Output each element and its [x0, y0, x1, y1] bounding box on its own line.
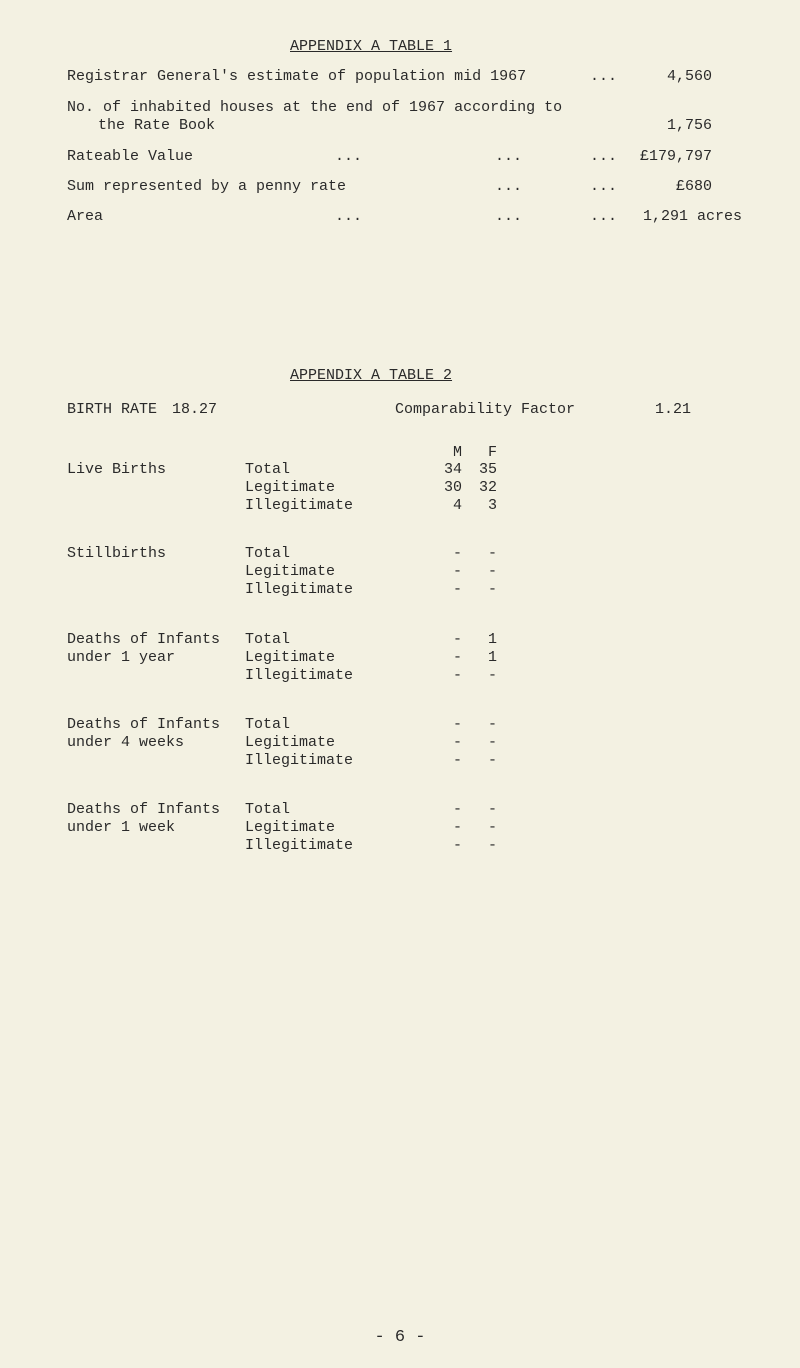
- row-type: Illegitimate: [245, 581, 354, 598]
- row-type: Total: [245, 545, 291, 562]
- value-m: -: [452, 819, 462, 836]
- group-label: under 1 year: [67, 649, 176, 666]
- value-f: -: [487, 801, 497, 818]
- table2-title: APPENDIX A TABLE 2: [290, 367, 453, 384]
- value-m: -: [452, 734, 462, 751]
- row-type: Legitimate: [245, 649, 336, 666]
- value-f: 1: [487, 631, 497, 648]
- value-f: -: [487, 819, 497, 836]
- value-m: -: [452, 563, 462, 580]
- value-f: -: [487, 563, 497, 580]
- group-label: under 4 weeks: [67, 734, 185, 751]
- leader-dots: ...: [335, 208, 363, 225]
- value-m: -: [452, 667, 462, 684]
- value-f: 35: [478, 461, 497, 478]
- value-m: -: [452, 631, 462, 648]
- value-f: 32: [478, 479, 497, 496]
- leader-dots: ...: [495, 208, 523, 225]
- group-label: Deaths of Infants: [67, 801, 221, 818]
- value-m: -: [452, 716, 462, 733]
- table1-row-value: £680: [675, 178, 712, 195]
- value-m: -: [452, 581, 462, 598]
- leader-dots: ...: [590, 208, 618, 225]
- table1-row-label: Area: [67, 208, 104, 225]
- value-f: -: [487, 667, 497, 684]
- value-f: -: [487, 716, 497, 733]
- table1-row-label-cont: the Rate Book: [98, 117, 216, 134]
- leader-dots: ...: [495, 178, 523, 195]
- row-type: Total: [245, 461, 291, 478]
- value-m: -: [452, 837, 462, 854]
- row-type: Total: [245, 631, 291, 648]
- group-label: Deaths of Infants: [67, 716, 221, 733]
- leader-dots: ...: [590, 148, 618, 165]
- page-number: - 6 -: [374, 1328, 426, 1347]
- value-f: 3: [487, 497, 497, 514]
- group-label: Live Births: [67, 461, 167, 478]
- table1-row-value: £179,797: [639, 148, 712, 165]
- row-type: Illegitimate: [245, 497, 354, 514]
- birth-rate-label: BIRTH RATE: [67, 401, 158, 418]
- table1-row-label: No. of inhabited houses at the end of 1967 according to: [67, 99, 563, 116]
- value-f: -: [487, 752, 497, 769]
- row-type: Illegitimate: [245, 752, 354, 769]
- table1-row-label: Sum represented by a penny rate: [67, 178, 347, 195]
- value-m: -: [452, 649, 462, 666]
- row-type: Legitimate: [245, 563, 336, 580]
- leader-dots: ...: [590, 178, 618, 195]
- column-m-header: M: [452, 444, 462, 461]
- column-f-header: F: [487, 444, 497, 461]
- table1-row-value: 1,291 acres: [643, 208, 743, 225]
- table1-title: APPENDIX A TABLE 1: [290, 38, 453, 55]
- table1-row-label: Rateable Value: [67, 148, 194, 165]
- comparability-label: Comparability Factor: [395, 401, 576, 418]
- group-label: Deaths of Infants: [67, 631, 221, 648]
- value-m: 4: [452, 497, 462, 514]
- group-label: under 1 week: [67, 819, 176, 836]
- group-label: Stillbirths: [67, 545, 167, 562]
- table1-row-value: 1,756: [666, 117, 712, 134]
- row-type: Legitimate: [245, 479, 336, 496]
- row-type: Total: [245, 716, 291, 733]
- leader-dots: ...: [590, 68, 618, 85]
- row-type: Legitimate: [245, 734, 336, 751]
- row-type: Illegitimate: [245, 837, 354, 854]
- value-m: -: [452, 752, 462, 769]
- value-f: -: [487, 734, 497, 751]
- table1-row-label: Registrar General's estimate of population mid 1967: [67, 68, 527, 85]
- row-type: Legitimate: [245, 819, 336, 836]
- value-f: -: [487, 545, 497, 562]
- row-type: Total: [245, 801, 291, 818]
- value-f: -: [487, 581, 497, 598]
- value-m: 34: [443, 461, 462, 478]
- value-f: 1: [487, 649, 497, 666]
- value-m: -: [452, 545, 462, 562]
- birth-rate-value: 18.27: [172, 401, 218, 418]
- leader-dots: ...: [495, 148, 523, 165]
- row-type: Illegitimate: [245, 667, 354, 684]
- value-m: -: [452, 801, 462, 818]
- comparability-value: 1.21: [655, 401, 692, 418]
- leader-dots: ...: [335, 148, 363, 165]
- table1-row-value: 4,560: [666, 68, 712, 85]
- value-f: -: [487, 837, 497, 854]
- value-m: 30: [443, 479, 462, 496]
